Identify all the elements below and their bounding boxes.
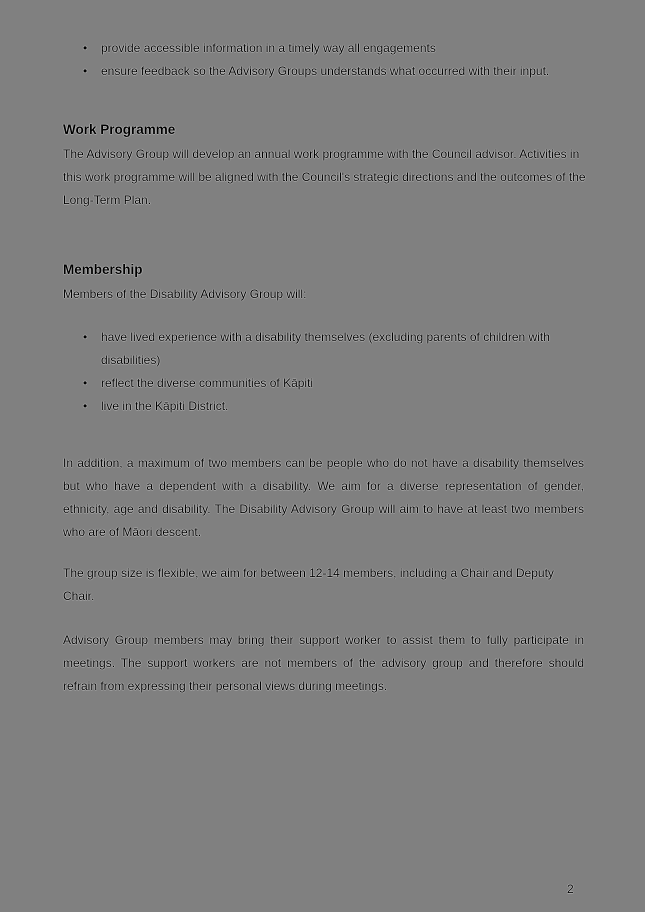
page-number: 2	[567, 882, 574, 896]
section-heading-work-programme: Work Programme	[63, 122, 176, 137]
list-item: • ensure feedback so the Advisory Groups understands what occurred with their input.	[63, 60, 603, 83]
list-item: • have lived experience with a disability themselves (excluding parents of children with disabilities)	[63, 326, 585, 372]
list-item: • provide accessible information in a timely way all engagements	[63, 37, 603, 60]
membership-paragraph-1: In addition, a maximum of two members can be people who do not have a disability themselves but who have a dependent with a disability. We aim for a diverse representation of gender, ethnicity, age and disability. The Disability Advisory Group will aim to have at least two members who are of Māori descent.	[63, 456, 584, 539]
membership-intro: Members of the Disability Advisory Group will:	[63, 287, 307, 301]
section-heading-membership: Membership	[63, 262, 143, 277]
top-bullet-list	[63, 37, 603, 83]
work-programme-body: The Advisory Group will develop an annual work programme with the Council advisor. Activities in this work programme will be aligned with the Council's strategic directions and the outcomes of the Long-Term Plan.	[63, 147, 586, 207]
membership-bullet-list	[63, 326, 585, 418]
membership-paragraph-3: Advisory Group members may bring their support worker to assist them to fully participate in meetings. The support workers are not members of the advisory group and therefore should refrain from expressing their personal views during meetings.	[63, 633, 584, 693]
list-item: • live in the Kāpiti District.	[63, 395, 585, 418]
list-item: • reflect the diverse communities of Kāpiti	[63, 372, 585, 395]
membership-paragraph-2: The group size is flexible, we aim for between 12-14 members, including a Chair and Deputy Chair.	[63, 566, 554, 603]
